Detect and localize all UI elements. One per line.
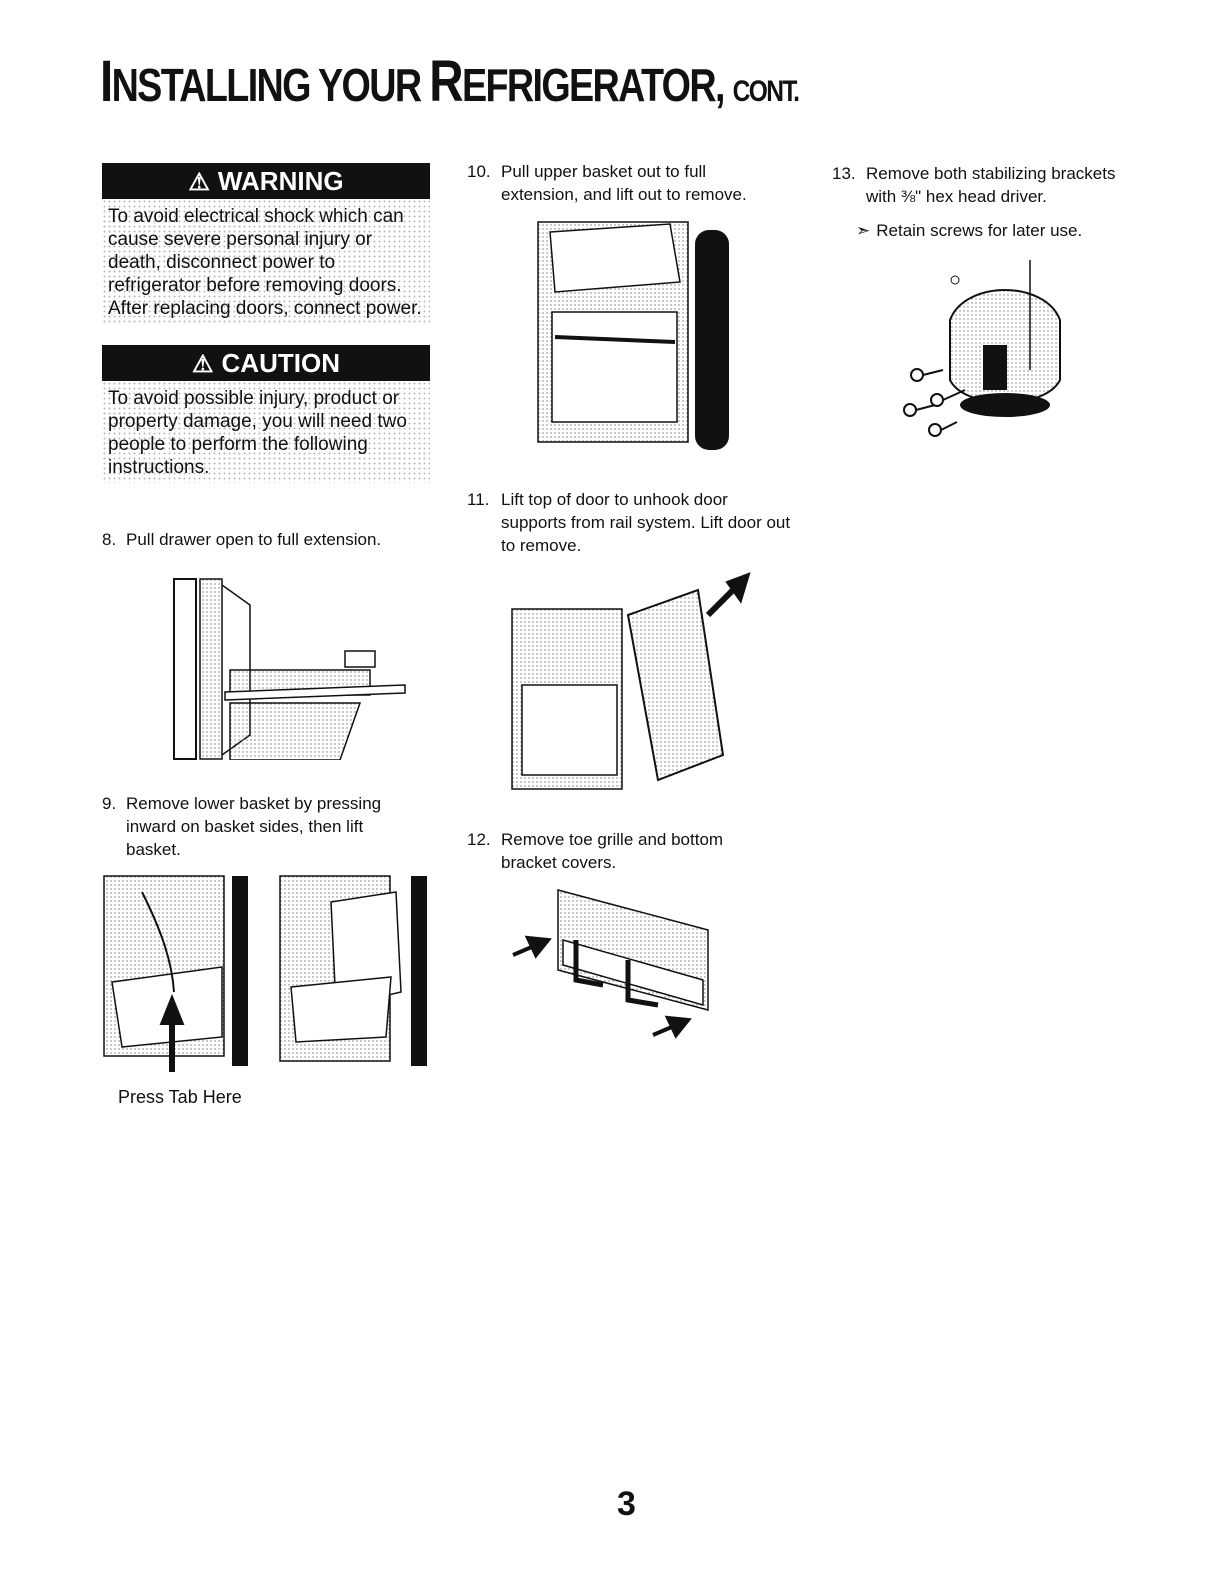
- step-text-rest: inward on basket sides, then lift basket.: [126, 817, 364, 859]
- step-text-line1: Remove toe grille and bottom: [501, 830, 724, 849]
- step-13: [832, 162, 1152, 208]
- note-text: Retain screws for later use.: [876, 221, 1083, 240]
- page-number: 3: [617, 1485, 636, 1523]
- step-11: [467, 488, 797, 557]
- caution-icon: ⚠: [192, 351, 214, 378]
- basket-remove-illustration-right: [276, 872, 431, 1072]
- step-number: 12.: [467, 830, 491, 849]
- title-part1: NSTALLING YOUR: [111, 59, 430, 111]
- title-part2: EFRIGERATOR,: [461, 59, 733, 111]
- press-tab-caption: Press Tab Here: [118, 1087, 242, 1107]
- title-cont: CONT.: [732, 75, 799, 108]
- step-number: 8.: [102, 530, 117, 549]
- door-lift-illustration: [508, 565, 753, 795]
- step-text-rest: extension, and lift out to remove.: [501, 185, 747, 204]
- step-10: [467, 160, 787, 206]
- step-number: 11.: [467, 490, 490, 509]
- warning-label: WARNING: [217, 166, 344, 196]
- caution-box: [102, 345, 430, 483]
- page-title: [100, 48, 798, 115]
- warning-icon: ⚠: [188, 169, 210, 196]
- title-initial-r: R: [429, 49, 462, 114]
- note-arrow-icon: ➣: [856, 221, 871, 240]
- step-text-line1: Remove lower basket by pressing: [126, 794, 382, 813]
- step-number: 10.: [467, 162, 491, 181]
- step-number: 13.: [832, 164, 856, 183]
- step-text-line1: Remove both stabilizing brackets: [866, 164, 1116, 183]
- caution-label: CAUTION: [221, 348, 340, 378]
- drawer-open-illustration: [170, 575, 415, 760]
- caution-text: To avoid possible injury, product or property damage, you will need two people to perform the following instructions.: [102, 381, 430, 483]
- caution-header: [102, 345, 430, 381]
- step-text-rest: bracket covers.: [501, 853, 617, 872]
- step-9: [102, 792, 422, 861]
- step-text-line1: Lift top of door to unhook door: [501, 490, 728, 509]
- step-8: [102, 528, 422, 551]
- warning-box: [102, 163, 430, 324]
- warning-header: [102, 163, 430, 199]
- title-initial: I: [100, 49, 112, 114]
- step-number: 9.: [102, 794, 117, 813]
- step-text: Pull drawer open to full extension.: [126, 530, 382, 549]
- upper-basket-illustration: [530, 212, 735, 457]
- step-text-rest: supports from rail system. Lift door out to remove.: [501, 513, 791, 555]
- step-12: [467, 828, 787, 874]
- step-text-line1: Pull upper basket out to full: [501, 162, 707, 181]
- basket-remove-illustration-left: [102, 872, 260, 1072]
- stabilizing-bracket-illustration: [895, 250, 1085, 445]
- warning-text: To avoid electrical shock which can cause severe personal injury or death, disconnect power to refrigerator before removing doors. After replacing doors, connect power.: [102, 199, 430, 324]
- toe-grille-illustration: [508, 880, 753, 1040]
- step-13-note: [856, 219, 1156, 242]
- step-text-rest: with ⅜" hex head driver.: [866, 187, 1047, 206]
